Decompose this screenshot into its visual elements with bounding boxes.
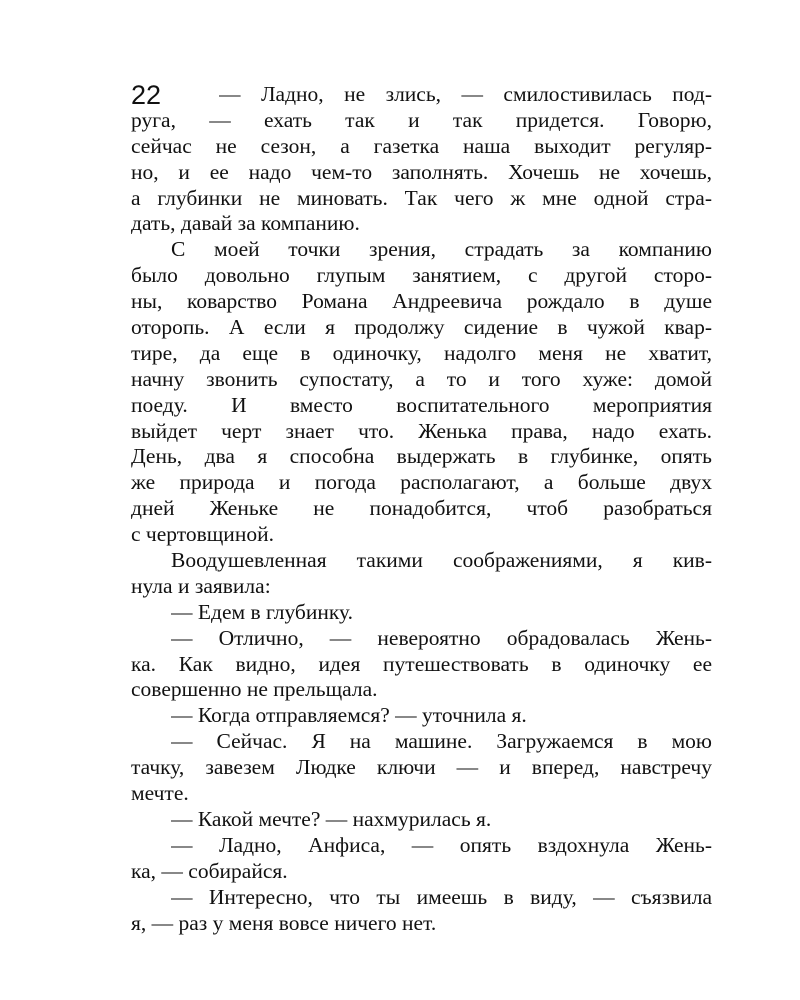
text-line: — Ладно, не злись, — смилостивилась под- [219, 82, 712, 106]
text-line: с чертовщиной. [131, 522, 274, 547]
page-number: 22 [131, 80, 162, 110]
text-line: совершенно не прельщала. [131, 677, 378, 702]
text-line: руга, — ехать так и так придется. Говорю, [131, 107, 712, 132]
text-line: сейчас не сезон, а газетка наша выходит регуляр- [131, 133, 712, 158]
text-line: — Едем в глубинку. [171, 599, 353, 624]
text-line: я, — раз у меня вовсе ничего нет. [131, 910, 437, 935]
text-line: Воодушевленная такими соображениями, я кив- [171, 548, 712, 573]
text-line: поеду. И вместо воспитательного мероприятия [131, 392, 712, 417]
text-line: нула и заявила: [131, 573, 271, 598]
text-line: мечте. [131, 781, 189, 806]
text-line: тачку, завезем Людке ключи — и вперед, навстречу [131, 755, 712, 780]
text-line: было довольно глупым занятием, с другой сторо- [131, 263, 712, 288]
text-line: дать, давай за компанию. [131, 211, 360, 236]
text-line: же природа и погода располагают, а больше двух [131, 470, 712, 495]
text-line: С моей точки зрения, страдать за компанию [171, 237, 712, 262]
text-line: дней Женьке не понадобится, чтоб разобраться [131, 496, 712, 521]
text-line: ка, — собирайся. [131, 858, 288, 883]
text-line: — Когда отправляемся? — уточнила я. [171, 703, 527, 728]
text-line: — Ладно, Анфиса, — опять вздохнула Жень- [171, 832, 712, 857]
text-line: — Отлично, — невероятно обрадовалась Жень- [171, 625, 712, 650]
text-line: ка. Как видно, идея путешествовать в одиночку ее [131, 651, 712, 676]
text-line: а глубинки не миновать. Так чего ж мне одной стра- [131, 185, 712, 210]
text-line: выйдет черт знает что. Женька права, надо ехать. [131, 418, 712, 443]
text-line: тире, да еще в одиночку, надолго меня не хватит, [131, 340, 712, 365]
text-line: начну звонить супостату, а то и того хуже: домой [131, 366, 712, 391]
text-line: оторопь. А если я продолжу сидение в чужой квар- [131, 315, 712, 340]
text-line: — Интересно, что ты имеешь в виду, — съязвила [171, 884, 712, 909]
text-line: — Сейчас. Я на машине. Загружаемся в мою [171, 729, 712, 754]
text-line: но, и ее надо чем-то заполнять. Хочешь не хочешь, [131, 159, 712, 184]
text-line: День, два я способна выдержать в глубинке, опять [131, 444, 712, 469]
body-text [131, 82, 712, 936]
text-line: — Какой мечте? — нахмурилась я. [171, 806, 492, 831]
text-line: ны, коварство Романа Андреевича рождало в душе [131, 289, 712, 314]
